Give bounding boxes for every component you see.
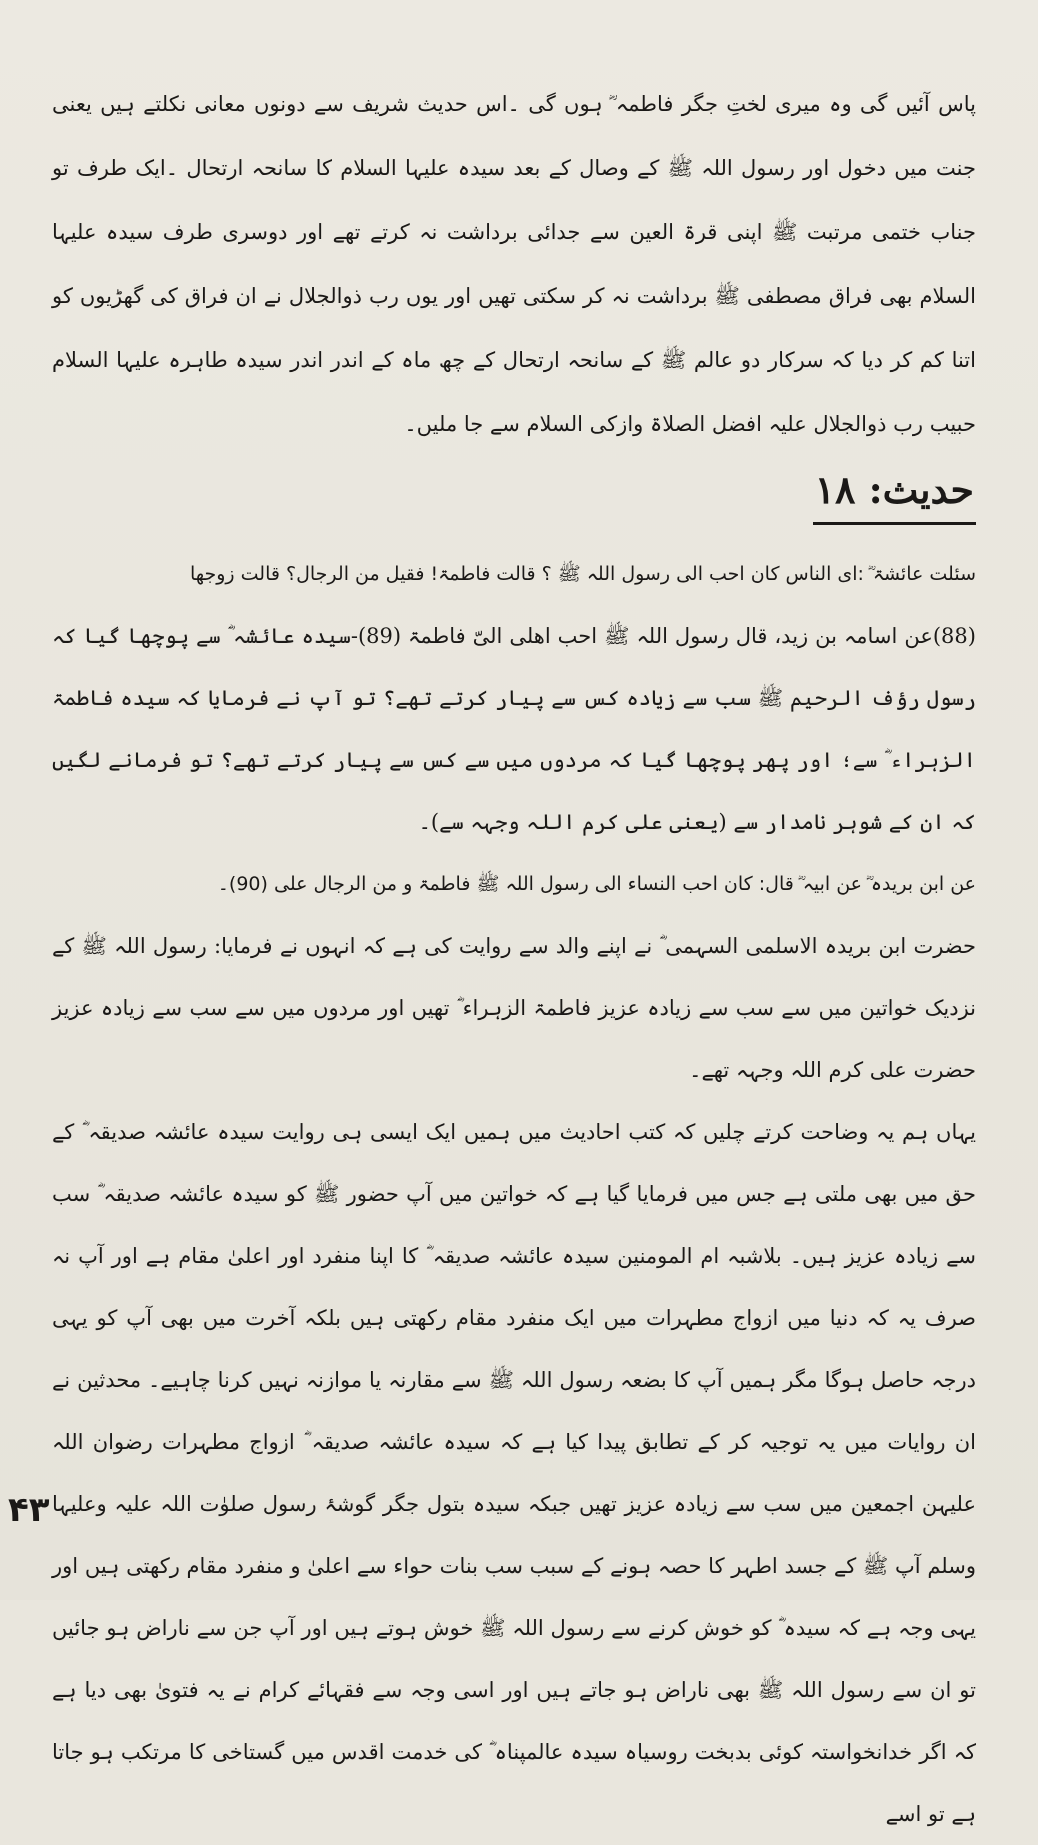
explanation-paragraph: یہاں ہم یہ وضاحت کرتے چلیں کہ کتب احادیث میں ہمیں ایک ایسی ہی روایت سیدہ عائشہ صدیقہ ؓ کے حق میں بھی ملتی ہے جس میں فرمایا گیا ہے کہ خواتین میں آپ حضور ﷺ کو سیدہ عائشہ صدیقہ ؓ سب سے زیادہ عزیز ہیں۔ بلاشبہ ام المومنین سیدہ عائشہ صدیقہ ؓ کا اپنا منفرد اور اعلیٰ مقام ہے اور آپ نہ صرف یہ کہ دنیا میں ازواج مطہرات میں ایک منفرد مقام رکھتی ہیں بلکہ آخرت میں بھی آپ کو یہی درجہ حاصل ہوگا مگر ہمیں آپ کا بضعہ رسول اللہ ﷺ سے مقارنہ یا موازنہ نہیں کرنا چاہیے۔ محدثین نے ان روایات میں یہ توجیہ کر کے تطابق پیدا کیا ہے کہ سیدہ عائشہ صدیقہ ؓ ازواج مطہرات رضوان اللہ علیہن اجمعین میں سب سے زیادہ عزیز تھیں جبکہ سیدہ بتول جگر گوشۂ رسول صلوٰت اللہ علیہ وعلیہا وسلم آپ ﷺ کے جسد اطہر کا حصہ ہونے کے سبب سب بنات حواء سے اعلیٰ و منفرد مقام رکھتی ہیں اور یہی وجہ ہے کہ سیدہ ؓ کو خوش کرنے سے رسول اللہ ﷺ خوش ہوتے ہیں اور آپ جن سے ناراض ہو جائیں تو ان سے رسول اللہ ﷺ بھی ناراض ہو جاتے ہیں اور اسی وجہ سے فقہائے کرام نے یہ فتویٰ بھی دیا ہے کہ اگر خدانخواستہ کوئی بدبخت روسیاہ سیدہ عالمپناہ ؓ کی خدمت اقدس میں گستاخی کا مرتکب ہو جاتا ہے تو اسے [52, 1120, 976, 1826]
translation-paragraph-2: حضرت ابن بریدہ الاسلمی السہمی ؓ نے اپنے والد سے روایت کی ہے کہ انہوں نے فرمایا: رسول اللہ ﷺ کے نزدیک خواتین میں سے سب سے زیادہ عزیز فاطمۃ الزہراء ؓ تھیں اور مردوں میں سے سب سے زیادہ عزیز حضرت علی کرم اللہ وجہہ تھے۔ [52, 934, 976, 1082]
arabic-text-1: سئلت عائشۃ ؓ :ای الناس کان احب الی رسول اللہ ﷺ ؟ قالت فاطمۃ! فقیل من الرجال؟ قالت زوجھا [189, 563, 976, 585]
hadith-heading-wrap [52, 462, 976, 525]
hadith-heading: حدیث: ۱۸ [813, 462, 976, 525]
page-text [52, 72, 976, 1845]
arabic-text-2: عن ابن بریدہ ؓ عن ابیہ ؓ قال: کان احب النساء الی رسول اللہ ﷺ فاطمۃ و من الرجال علی (90)۔ [217, 873, 976, 895]
translation-paragraph-1: (88)عن اسامہ بن زید، قال رسول اللہ ﷺ احب اھلی الیّ فاطمۃ (89)-سیدہ عائشہ ؓ سے پوچھا گیا کہ رسول رؤف الرحیم ﷺ سب سے زیادہ کس سے پیار کرتے تھے؟ تو آپ نے فرمایا کہ سیدہ فاطمۃ الزہراء ؓ سے؛ اور پھر پوچھا گیا کہ مردوں میں سے کس سے پیار کرتے تھے؟ تو فرمانے لگیں کہ ان کے شوہر نامدار سے (یعنی علی کرم اللہ وجہہ سے)۔ [52, 624, 976, 834]
page-number: ۴۳ [8, 1490, 50, 1530]
intro-paragraph: پاس آئیں گی وہ میری لختِ جگر فاطمہ ؓ ہوں گی ۔اس حدیث شریف سے دونوں معانی نکلتے ہیں یعنی جنت میں دخول اور رسول اللہ ﷺ کے وصال کے بعد سیدہ علیہا السلام کا سانحہ ارتحال ۔ایک طرف تو جناب ختمی مرتبت ﷺ اپنی قرۃ العین سے جدائی برداشت نہ کرتے تھے اور دوسری طرف سیدہ علیہا السلام بھی فراق مصطفی ﷺ برداشت نہ کر سکتی تھیں اور یوں رب ذوالجلال نے ان فراق کی گھڑیوں کو اتنا کم کر دیا کہ سرکار دو عالم ﷺ کے سانحہ ارتحال کے چھ ماہ کے اندر اندر سیدہ طاہرہ علیہا السلام حبیب رب ذوالجلال علیہ افضل الصلاۃ وازکی السلام سے جا ملیں۔ [52, 92, 976, 436]
